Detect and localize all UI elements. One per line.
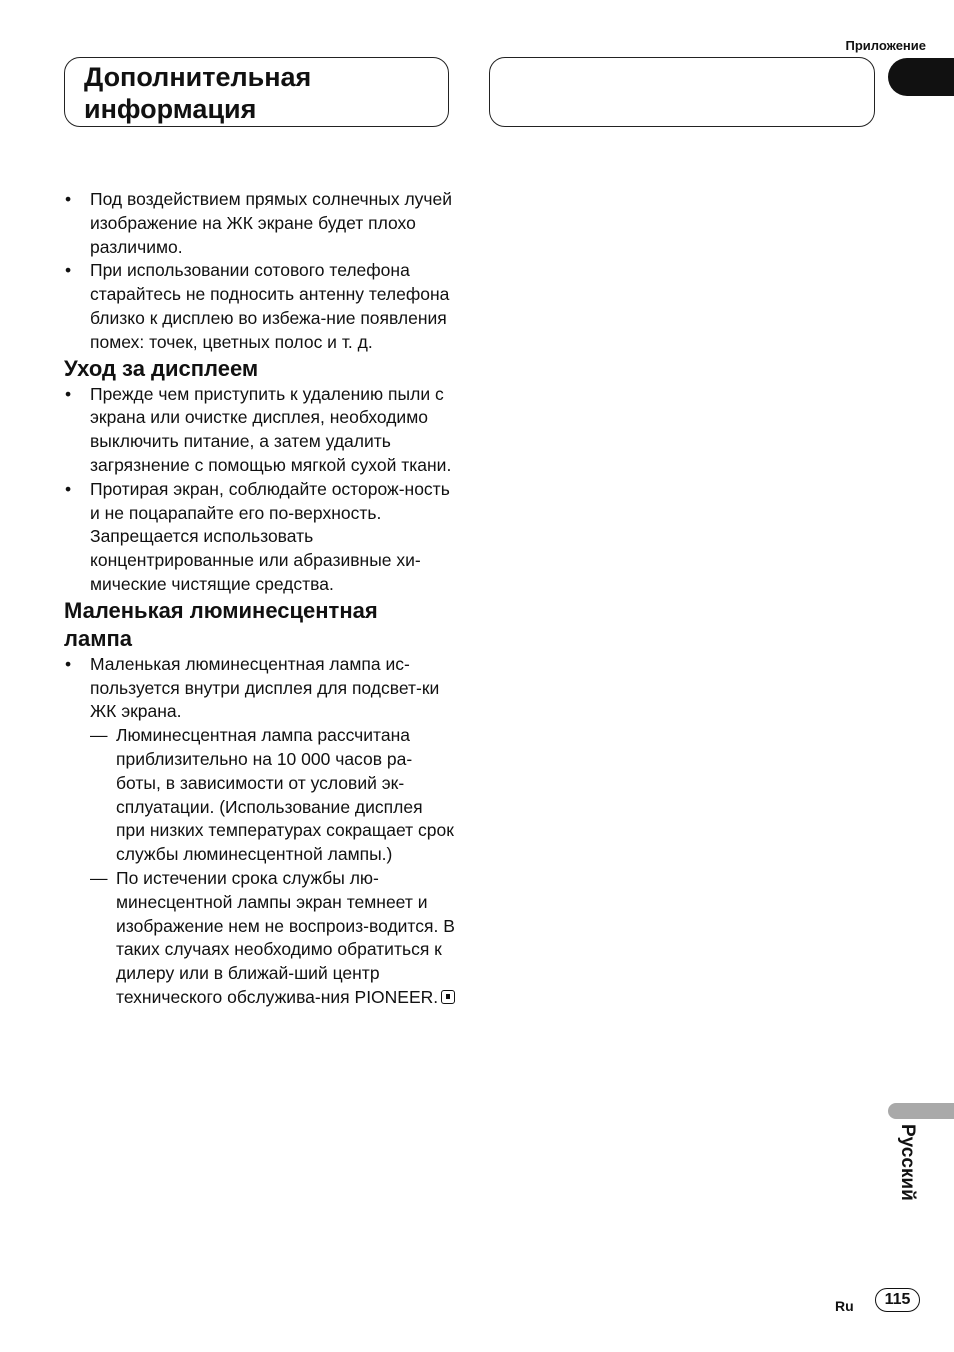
- care-bullet-cleaning: • Прежде чем приступить к удалению пыли с экрана или очистке дисплея, необходимо выключить питание, а затем удалить загрязнение с помощью мягкой сухой ткани.: [64, 383, 456, 478]
- end-of-section-icon: [441, 990, 455, 1004]
- page-number: 115: [875, 1288, 920, 1312]
- appendix-label: Приложение: [845, 38, 926, 53]
- title-box: [64, 57, 449, 127]
- lamp-sub-list: [90, 724, 456, 1010]
- blank-header-box: [489, 57, 875, 127]
- main-content: [64, 188, 456, 1010]
- lamp-bullet-list: [64, 653, 456, 1010]
- lamp-sub-item-lifetime: — Люминесцентная лампа рассчитана приблизительно на 10 000 часов ра-боты, в зависимости от условий эк-сплуатации. (Использование дисплея при низких температурах сокращает срок службы люминесцентной лампы.): [90, 724, 456, 867]
- lamp-sub-item-dealer-text: По истечении срока службы лю-минесцентной лампы экран темнеет и изображение нем не воспроиз-водится. В таких случаях необходимо обратиться к дилеру или в ближай-ший центр технического обслужива-ния PIONEER.: [116, 867, 455, 1007]
- care-section-heading: Уход за дисплеем: [64, 355, 259, 381]
- lamp-bullet-text: Маленькая люминесцентная лампа ис-пользуется внутри дисплея для подсвет-ки ЖК экрана.: [90, 653, 440, 722]
- page-title: Дополнительная информация: [84, 62, 312, 124]
- lamp-sub-item-dealer: [90, 867, 456, 1010]
- intro-bullet-list: [64, 188, 456, 355]
- intro-bullet-phone: • При использовании сотового телефона старайтесь не подносить антенну телефона близко к дисплею во избежа-ние появления помех: точек, цветных полос и т. д.: [64, 259, 456, 354]
- care-bullet-scratch: • Протирая экран, соблюдайте осторож-ность и не поцарапайте его по-верхность. Запрещается использовать концентрированные или абразивные хи-мические чистящие средства.: [64, 478, 456, 597]
- lamp-bullet: [64, 653, 456, 1010]
- footer-language-code: Ru: [835, 1298, 854, 1314]
- care-bullet-list: [64, 383, 456, 597]
- lamp-section-heading: Маленькая люминесцентная лампа: [64, 597, 378, 651]
- intro-bullet-sunlight: • Под воздействием прямых солнечных лучей изображение на ЖК экране будет плохо различимо.: [64, 188, 456, 259]
- section-tab-marker: [888, 58, 954, 96]
- language-tab-marker: [888, 1103, 954, 1119]
- language-side-label: Русский: [897, 1124, 918, 1201]
